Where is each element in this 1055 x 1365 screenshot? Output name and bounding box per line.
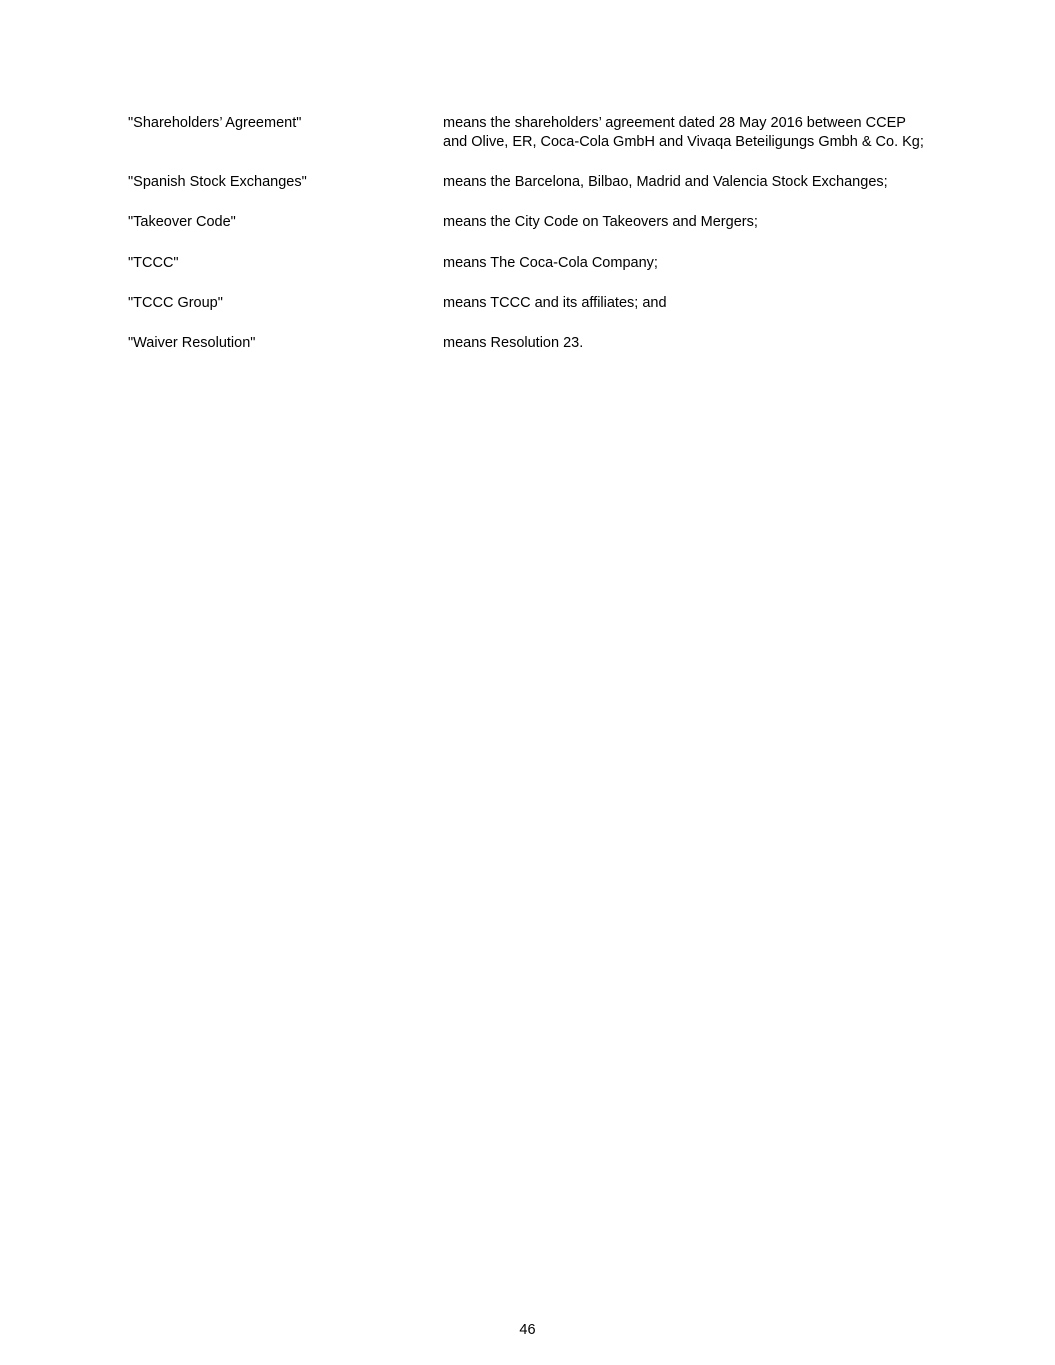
definition-meaning: means TCCC and its affiliates; and	[443, 294, 667, 311]
list-item	[128, 114, 928, 152]
definition-term: "Shareholders’ Agreement"	[128, 115, 302, 131]
definition-meaning: means Resolution 23.	[443, 334, 584, 351]
definition-meaning: means the City Code on Takeovers and Mergers;	[443, 214, 758, 231]
list-item	[128, 213, 928, 232]
definition-term: "Spanish Stock Exchanges"	[128, 174, 307, 191]
list-item	[128, 334, 928, 353]
definition-meaning: means The Coca-Cola Company;	[443, 254, 658, 271]
definition-term: "Takeover Code"	[128, 214, 236, 231]
list-item	[128, 294, 928, 313]
list-item	[128, 254, 928, 273]
definition-term: "Waiver Resolution"	[128, 334, 256, 351]
list-item	[128, 173, 928, 192]
page-number: 46	[519, 1322, 536, 1338]
definition-meaning: means the shareholders’ agreement dated 28 May 2016 between CCEP and Olive, ER, Coca-Cola GmbH and Vivaqa Beteiligungs Gmbh & Co. Kg;	[443, 115, 924, 151]
definition-term: "TCCC"	[128, 254, 179, 271]
definition-term: "TCCC Group"	[128, 294, 223, 311]
definition-meaning: means the Barcelona, Bilbao, Madrid and Valencia Stock Exchanges;	[443, 174, 888, 191]
definitions-list	[128, 114, 928, 374]
